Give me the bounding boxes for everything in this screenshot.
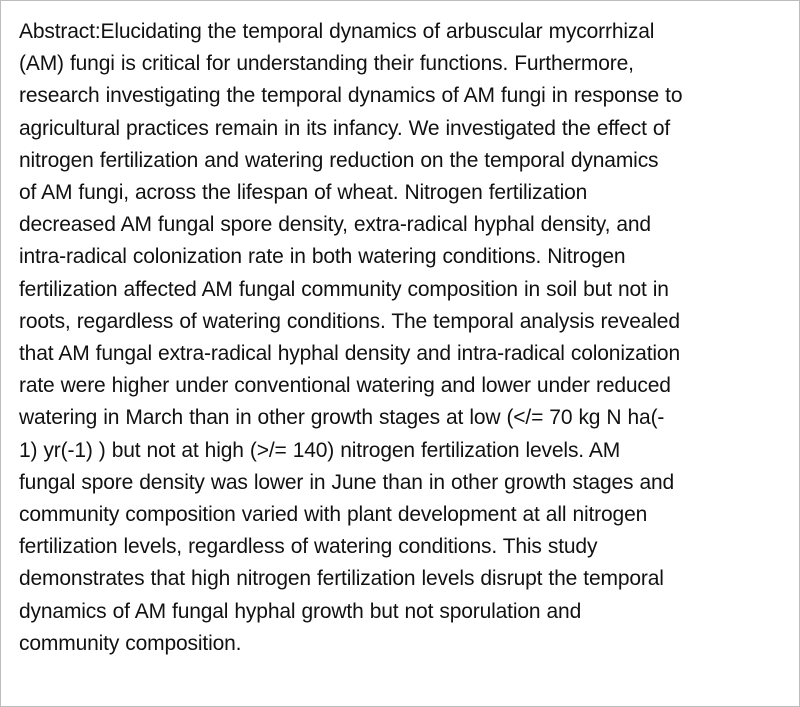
abstract-line: research investigating the temporal dynamics of AM fungi in response to — [19, 84, 683, 108]
abstract-line: nitrogen fertilization and watering reduction on the temporal dynamics — [19, 148, 659, 172]
abstract-line: decreased AM fungal spore density, extra-radical hyphal density, and — [19, 213, 651, 237]
abstract-line: that AM fungal extra-radical hyphal density and intra-radical colonization — [19, 342, 680, 366]
abstract-line: dynamics of AM fungal hyphal growth but not sporulation and — [19, 599, 582, 623]
abstract-line: 1) yr(-1) ) but not at high (>/= 140) nitrogen fertilization levels. AM — [19, 438, 621, 462]
abstract-line: agricultural practices remain in its infancy. We investigated the effect of — [19, 116, 671, 140]
abstract-line: intra-radical colonization rate in both watering conditions. Nitrogen — [19, 245, 626, 269]
abstract-line: of AM fungi, across the lifespan of wheat. Nitrogen fertilization — [19, 181, 588, 205]
abstract-line: watering in March than in other growth stages at low (</= 70 kg N ha(- — [19, 406, 665, 430]
abstract-line: fungal spore density was lower in June than in other growth stages and — [19, 470, 675, 494]
abstract-line: demonstrates that high nitrogen fertilization levels disrupt the temporal — [19, 567, 664, 591]
abstract-line: roots, regardless of watering conditions. The temporal analysis revealed — [19, 309, 680, 333]
abstract-paragraph — [19, 16, 789, 660]
abstract-line: Abstract:Elucidating the temporal dynamics of arbuscular mycorrhizal — [19, 20, 655, 43]
abstract-line: community composition. — [19, 631, 242, 655]
abstract-line: fertilization affected AM fungal community composition in soil but not in — [19, 277, 669, 301]
abstract-line: (AM) fungi is critical for understanding their functions. Furthermore, — [19, 52, 634, 76]
abstract-line: community composition varied with plant development at all nitrogen — [19, 503, 648, 527]
abstract-line: rate were higher under conventional watering and lower under reduced — [19, 374, 671, 398]
abstract-line: fertilization levels, regardless of watering conditions. This study — [19, 535, 598, 559]
